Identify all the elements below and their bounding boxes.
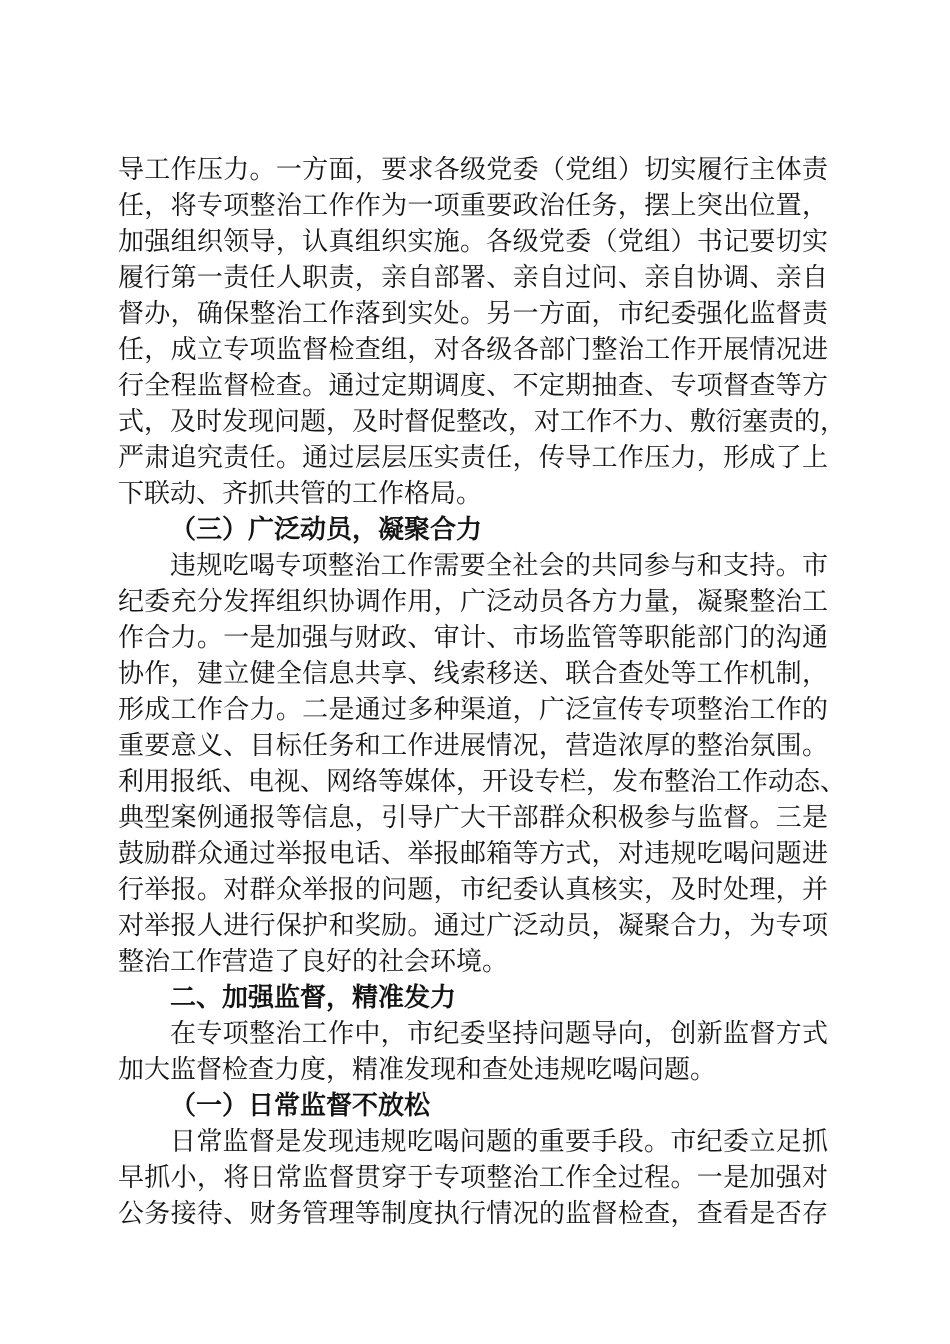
paragraph-line: 督办，确保整治工作落到实处。另一方面，市纪委强化监督责 xyxy=(118,299,828,329)
paragraph-line: 作合力。一是加强与财政、审计、市场监管等职能部门的沟通 xyxy=(118,623,828,653)
paragraph-line: 整治工作营造了良好的社会环境。 xyxy=(118,947,509,977)
paragraph-line: 加大监督检查力度，精准发现和查处违规吃喝问题。 xyxy=(118,1055,717,1085)
paragraph-line: 履行第一责任人职责，亲自部署、亲自过问、亲自协调、亲自 xyxy=(118,263,828,293)
paragraph-line: 鼓励群众通过举报电话、举报邮箱等方式，对违规吃喝问题进 xyxy=(118,839,828,869)
paragraph-line: 下联动、齐抓共管的工作格局。 xyxy=(118,479,483,509)
chapter-heading: 二、加强监督，精准发力 xyxy=(170,983,457,1013)
section-heading: （三）广泛动员，凝聚合力 xyxy=(170,515,483,545)
paragraph-line: 行全程监督检查。通过定期调度、不定期抽查、专项督查等方 xyxy=(118,371,828,401)
paragraph-line: 在专项整治工作中，市纪委坚持问题导向，创新监督方式 xyxy=(170,1019,828,1049)
paragraph-line: 纪委充分发挥组织协调作用，广泛动员各方力量，凝聚整治工 xyxy=(118,587,828,617)
paragraph-line: 日常监督是发现违规吃喝问题的重要手段。市纪委立足抓 xyxy=(170,1127,828,1157)
paragraph-line: 早抓小，将日常监督贯穿于专项整治工作全过程。一是加强对 xyxy=(118,1163,828,1193)
paragraph-line: 重要意义、目标任务和工作进展情况，营造浓厚的整治氛围。 xyxy=(118,731,828,761)
paragraph-line: 协作，建立健全信息共享、线索移送、联合查处等工作机制， xyxy=(118,659,828,689)
paragraph-line: 形成工作合力。二是通过多种渠道，广泛宣传专项整治工作的 xyxy=(118,695,828,725)
paragraph-line: 利用报纸、电视、网络等媒体，开设专栏，发布整治工作动态、 xyxy=(118,767,847,797)
paragraph-line: 对举报人进行保护和奖励。通过广泛动员，凝聚合力，为专项 xyxy=(118,911,828,941)
paragraph-line: 任，将专项整治工作作为一项重要政治任务，摆上突出位置， xyxy=(118,191,828,221)
paragraph-line: 导工作压力。一方面，要求各级党委（党组）切实履行主体责 xyxy=(118,155,828,185)
paragraph-line: 加强组织领导，认真组织实施。各级党委（党组）书记要切实 xyxy=(118,227,828,257)
paragraph-line: 行举报。对群众举报的问题，市纪委认真核实，及时处理，并 xyxy=(118,875,828,905)
section-heading: （一）日常监督不放松 xyxy=(170,1091,431,1121)
paragraph-line: 式，及时发现问题，及时督促整改，对工作不力、敷衍塞责的， xyxy=(118,407,847,437)
paragraph-line: 公务接待、财务管理等制度执行情况的监督检查，查看是否存 xyxy=(118,1199,828,1229)
paragraph-line: 任，成立专项监督检查组，对各级各部门整治工作开展情况进 xyxy=(118,335,828,365)
paragraph-line: 典型案例通报等信息，引导广大干部群众积极参与监督。三是 xyxy=(118,803,828,833)
paragraph-line: 严肃追究责任。通过层层压实责任，传导工作压力，形成了上 xyxy=(118,443,828,473)
paragraph-line: 违规吃喝专项整治工作需要全社会的共同参与和支持。市 xyxy=(170,551,828,581)
